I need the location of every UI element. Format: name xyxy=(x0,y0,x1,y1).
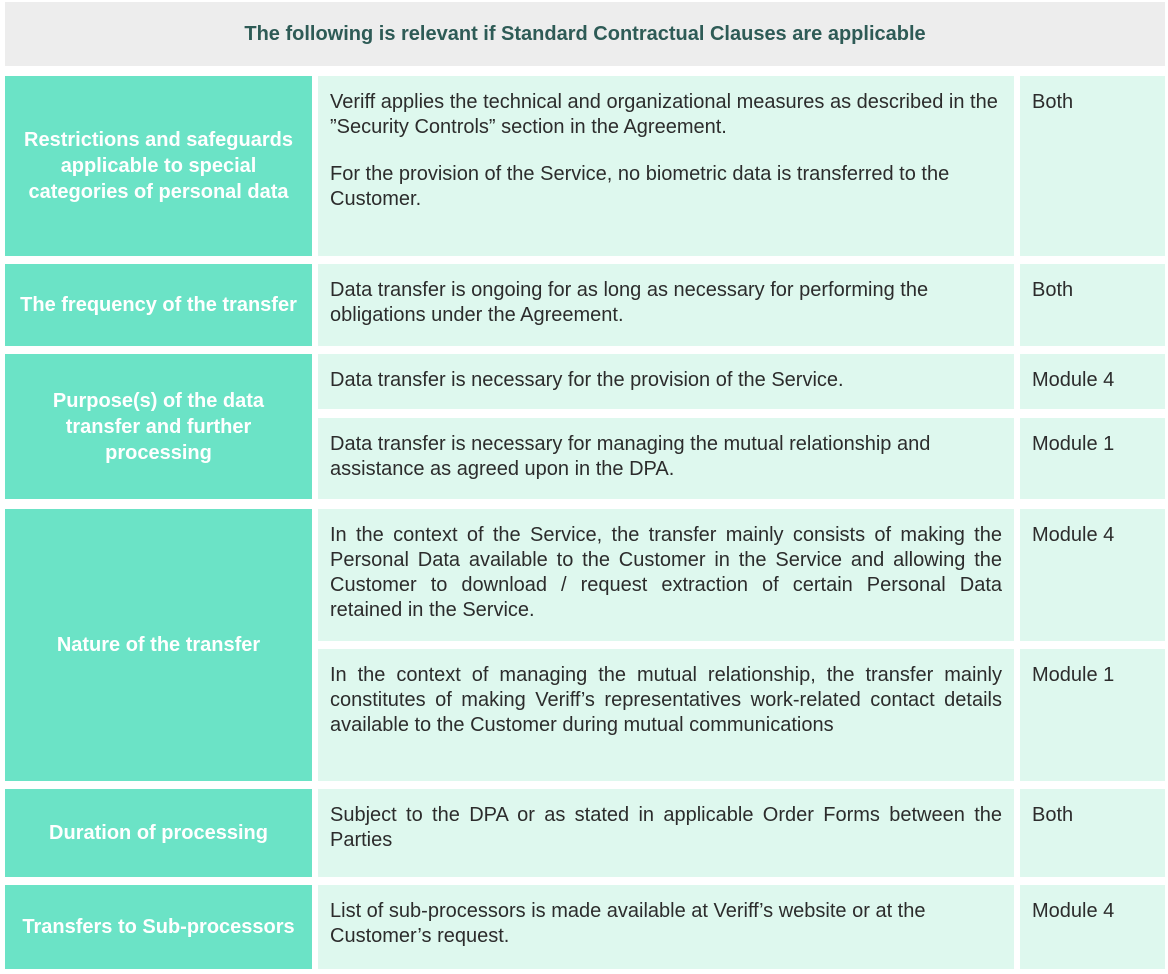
module-value: Module 4 xyxy=(1032,900,1115,922)
row-label-frequency: The frequency of the transfer xyxy=(5,264,312,346)
module-value: Module 1 xyxy=(1032,433,1115,455)
description-paragraph: Data transfer is necessary for managing the mutual relationship and assistance as agreed upon in the DPA. xyxy=(330,433,931,480)
module-cell xyxy=(1020,76,1165,256)
module-cell xyxy=(1020,264,1165,346)
row-description xyxy=(318,264,1014,346)
module-value: Both xyxy=(1032,91,1074,113)
module-cell xyxy=(1020,354,1165,409)
row-label-purposes: Purpose(s) of the data transfer and further processing xyxy=(5,354,312,499)
description-paragraph: Subject to the DPA or as stated in applicable Order Forms between the Parties xyxy=(330,804,1002,851)
description-paragraph: In the context of managing the mutual relationship, the transfer mainly constitutes of making Veriff’s representatives work-related contact details available to the Customer during mutual communications xyxy=(330,664,1002,736)
module-cell xyxy=(1020,789,1165,877)
module-cell xyxy=(1020,649,1165,781)
row-description xyxy=(318,509,1014,641)
row-label-nature: Nature of the transfer xyxy=(5,509,312,781)
module-value: Both xyxy=(1032,804,1074,826)
row-description xyxy=(318,789,1014,877)
module-value: Module 4 xyxy=(1032,369,1115,391)
table-title: The following is relevant if Standard Contractual Clauses are applicable xyxy=(244,22,926,45)
row-label-sub-processors: Transfers to Sub-processors xyxy=(5,885,312,969)
module-cell xyxy=(1020,885,1165,969)
row-label-duration: Duration of processing xyxy=(5,789,312,877)
description-paragraph: For the provision of the Service, no biometric data is transferred to the Customer. xyxy=(330,163,950,210)
module-cell xyxy=(1020,418,1165,499)
module-cell xyxy=(1020,509,1165,641)
row-description xyxy=(318,354,1014,409)
row-description xyxy=(318,76,1014,256)
description-paragraph: In the context of the Service, the transfer mainly consists of making the Personal Data available to the Customer in the Service and allowing the Customer to download / request extraction of certain Personal Data retained in the Service. xyxy=(330,524,1002,621)
description-paragraph: List of sub-processors is made available at Veriff’s website or at the Customer’s request. xyxy=(330,900,926,947)
row-label-restrictions: Restrictions and safeguards applicable to special categories of personal data xyxy=(5,76,312,256)
row-description xyxy=(318,885,1014,969)
description-paragraph: Data transfer is ongoing for as long as necessary for performing the obligations under the Agreement. xyxy=(330,279,929,326)
row-description xyxy=(318,649,1014,781)
description-paragraph: Veriff applies the technical and organizational measures as described in the ”Security Controls” section in the Agreement. xyxy=(330,91,998,138)
row-description xyxy=(318,418,1014,499)
module-value: Module 1 xyxy=(1032,664,1115,686)
module-value: Both xyxy=(1032,279,1074,301)
description-paragraph: Data transfer is necessary for the provision of the Service. xyxy=(330,369,844,391)
table-header xyxy=(5,2,1165,66)
module-value: Module 4 xyxy=(1032,524,1115,546)
